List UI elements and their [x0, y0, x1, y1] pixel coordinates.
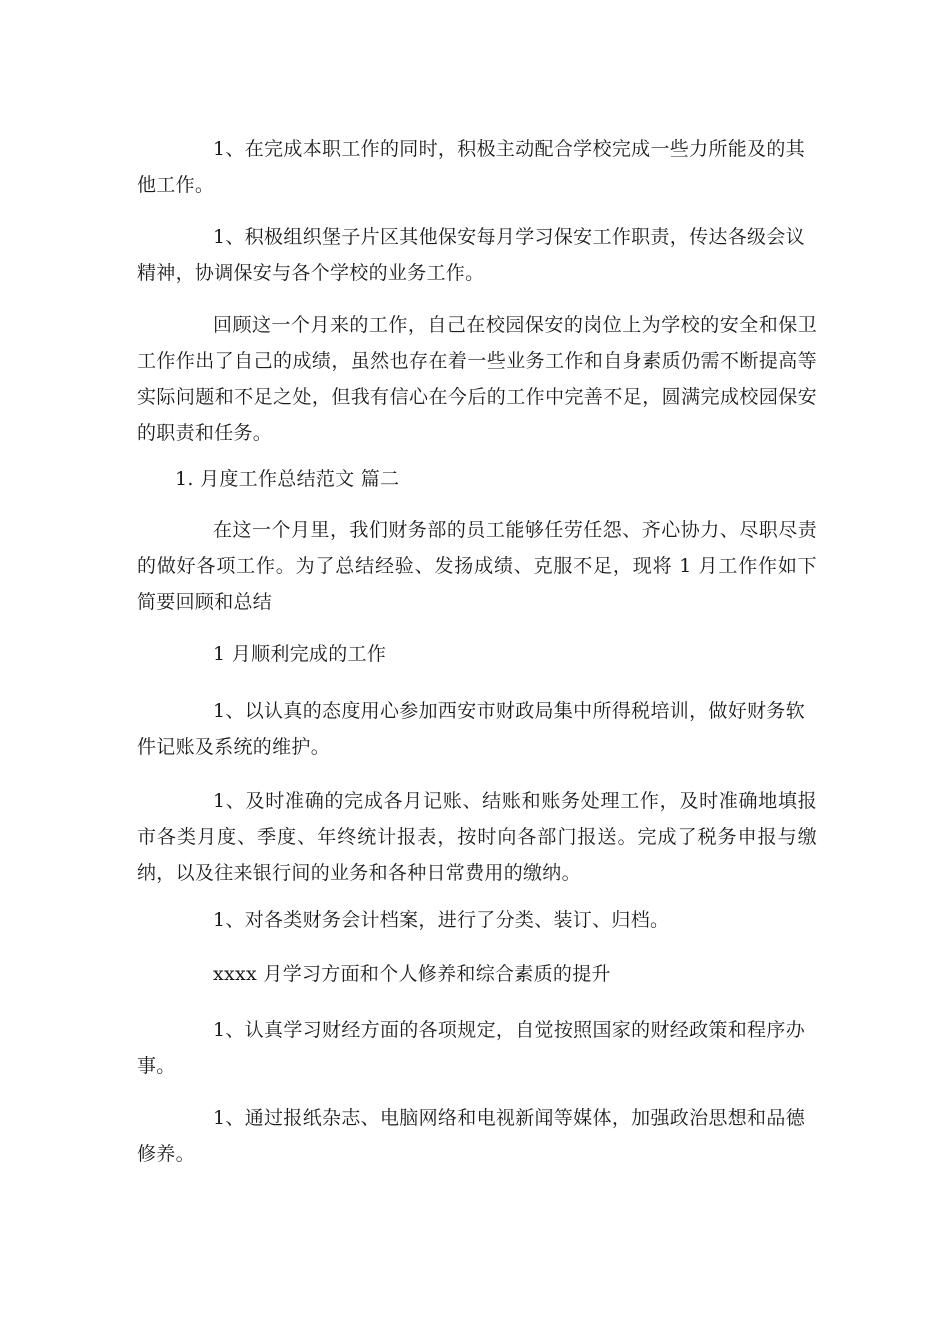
section-heading-part-two: 1. 月度工作总结范文 篇二 [175, 468, 400, 490]
paragraph-organize-study: 1、积极组织堡子片区其他保安每月学习保安工作职责，传达各级会议精神，协调保安与各个学校的业务工作。 [137, 226, 805, 284]
paragraph-study-regulations: 1、认真学习财经方面的各项规定，自觉按照国家的财经政策和程序办事。 [137, 1019, 805, 1077]
paragraph-tax-training: 1、以认真的态度用心参加西安市财政局集中所得税培训，做好财务软件记账及系统的维护。 [137, 700, 805, 758]
subheading-completed-work: 1 月顺利完成的工作 [213, 643, 387, 665]
paragraph-other-work: 1、在完成本职工作的同时，积极主动配合学校完成一些力所能及的其他工作。 [137, 138, 805, 196]
paragraph-review-month: 回顾这一个月来的工作，自己在校园保安的岗位上为学校的安全和保卫工作作出了自己的成绩，虽然也存在着一些业务工作和自身素质仍需不断提高等实际问题和不足之处，但我有信心在今后的工作中完善不足，圆满完成校园保安的职责和任务。 [137, 314, 817, 444]
subheading-study-improvement: xxxx 月学习方面和个人修养和综合素质的提升 [213, 963, 611, 985]
paragraph-bookkeeping: 1、及时准确的完成各月记账、结账和账务处理工作，及时准确地填报市各类月度、季度、年终统计报表，按时向各部门报送。完成了税务申报与缴纳，以及往来银行间的业务和各种日常费用的缴纳。 [137, 790, 817, 884]
paragraph-finance-intro: 在这一个月里，我们财务部的员工能够任劳任怨、齐心协力、尽职尽责的做好各项工作。为了总结经验、发扬成绩、克服不足，现将 1 月工作作如下简要回顾和总结 [137, 519, 817, 613]
paragraph-archives: 1、对各类财务会计档案，进行了分类、装订、归档。 [213, 909, 670, 931]
paragraph-media-learning: 1、通过报纸杂志、电脑网络和电视新闻等媒体，加强政治思想和品德修养。 [137, 1107, 805, 1165]
